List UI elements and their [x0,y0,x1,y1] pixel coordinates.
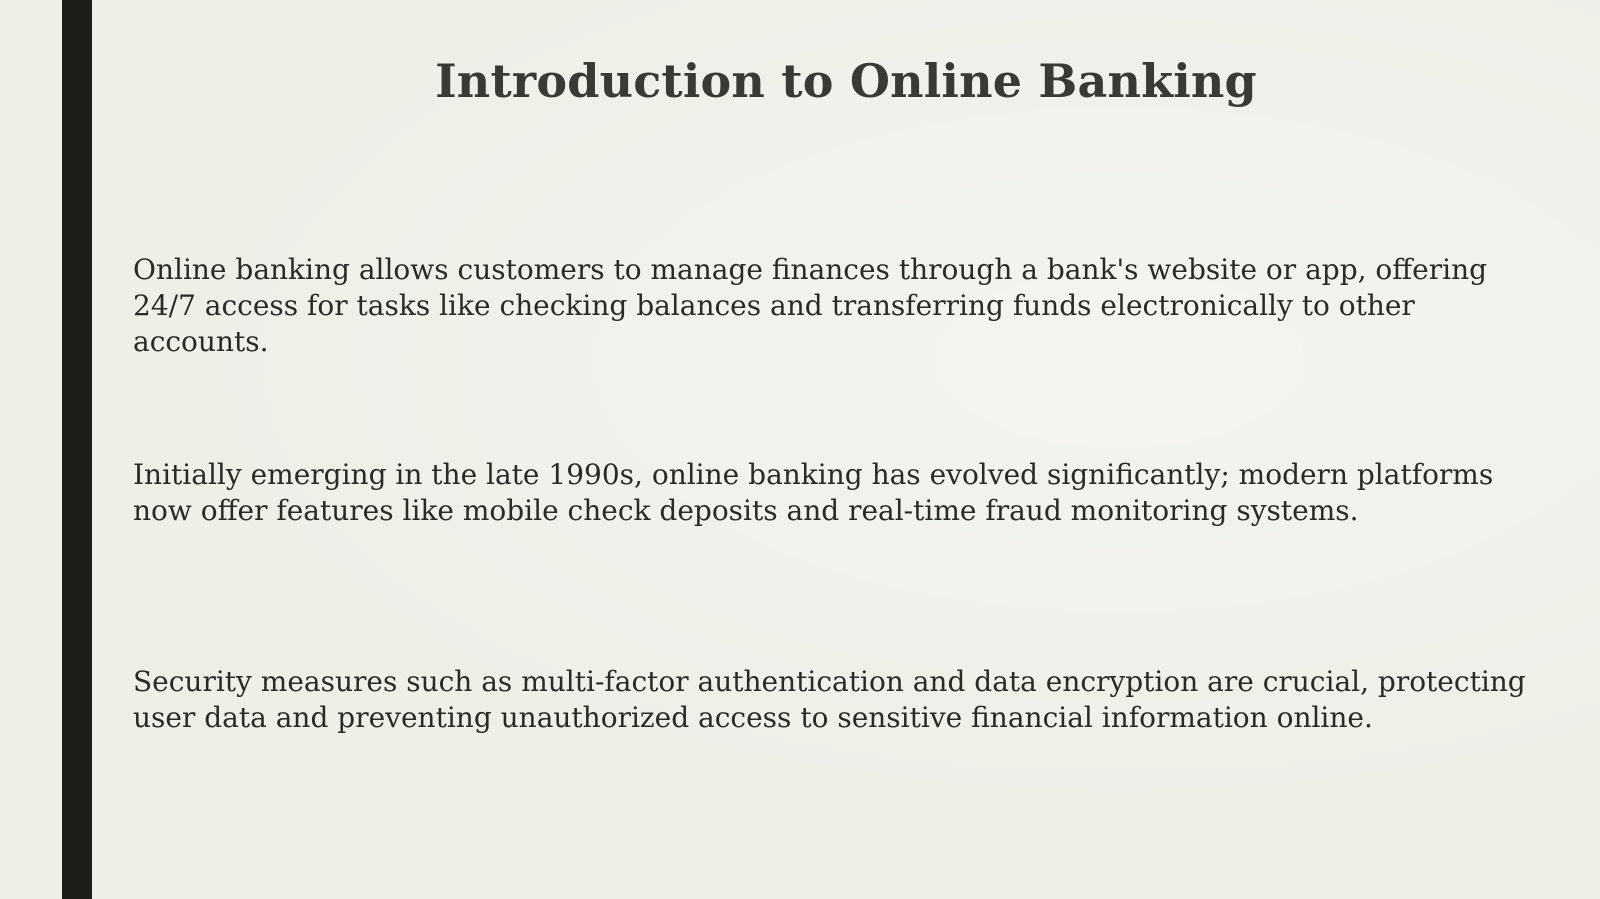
left-accent-bar [62,0,92,899]
slide-title: Introduction to Online Banking [435,54,1257,108]
paragraph-2: Initially emerging in the late 1990s, online banking has evolved significantly; modern platforms now offer features like mobile check deposits and real-time fraud monitoring systems. [133,458,1494,527]
paragraph-1: Online banking allows customers to manage finances through a bank's website or app, offering 24/7 access for tasks like checking balances and transferring funds electronically to other accounts. [133,253,1488,358]
paragraph-3: Security measures such as multi-factor authentication and data encryption are crucial, protecting user data and preventing unauthorized access to sensitive financial information online. [133,665,1526,734]
